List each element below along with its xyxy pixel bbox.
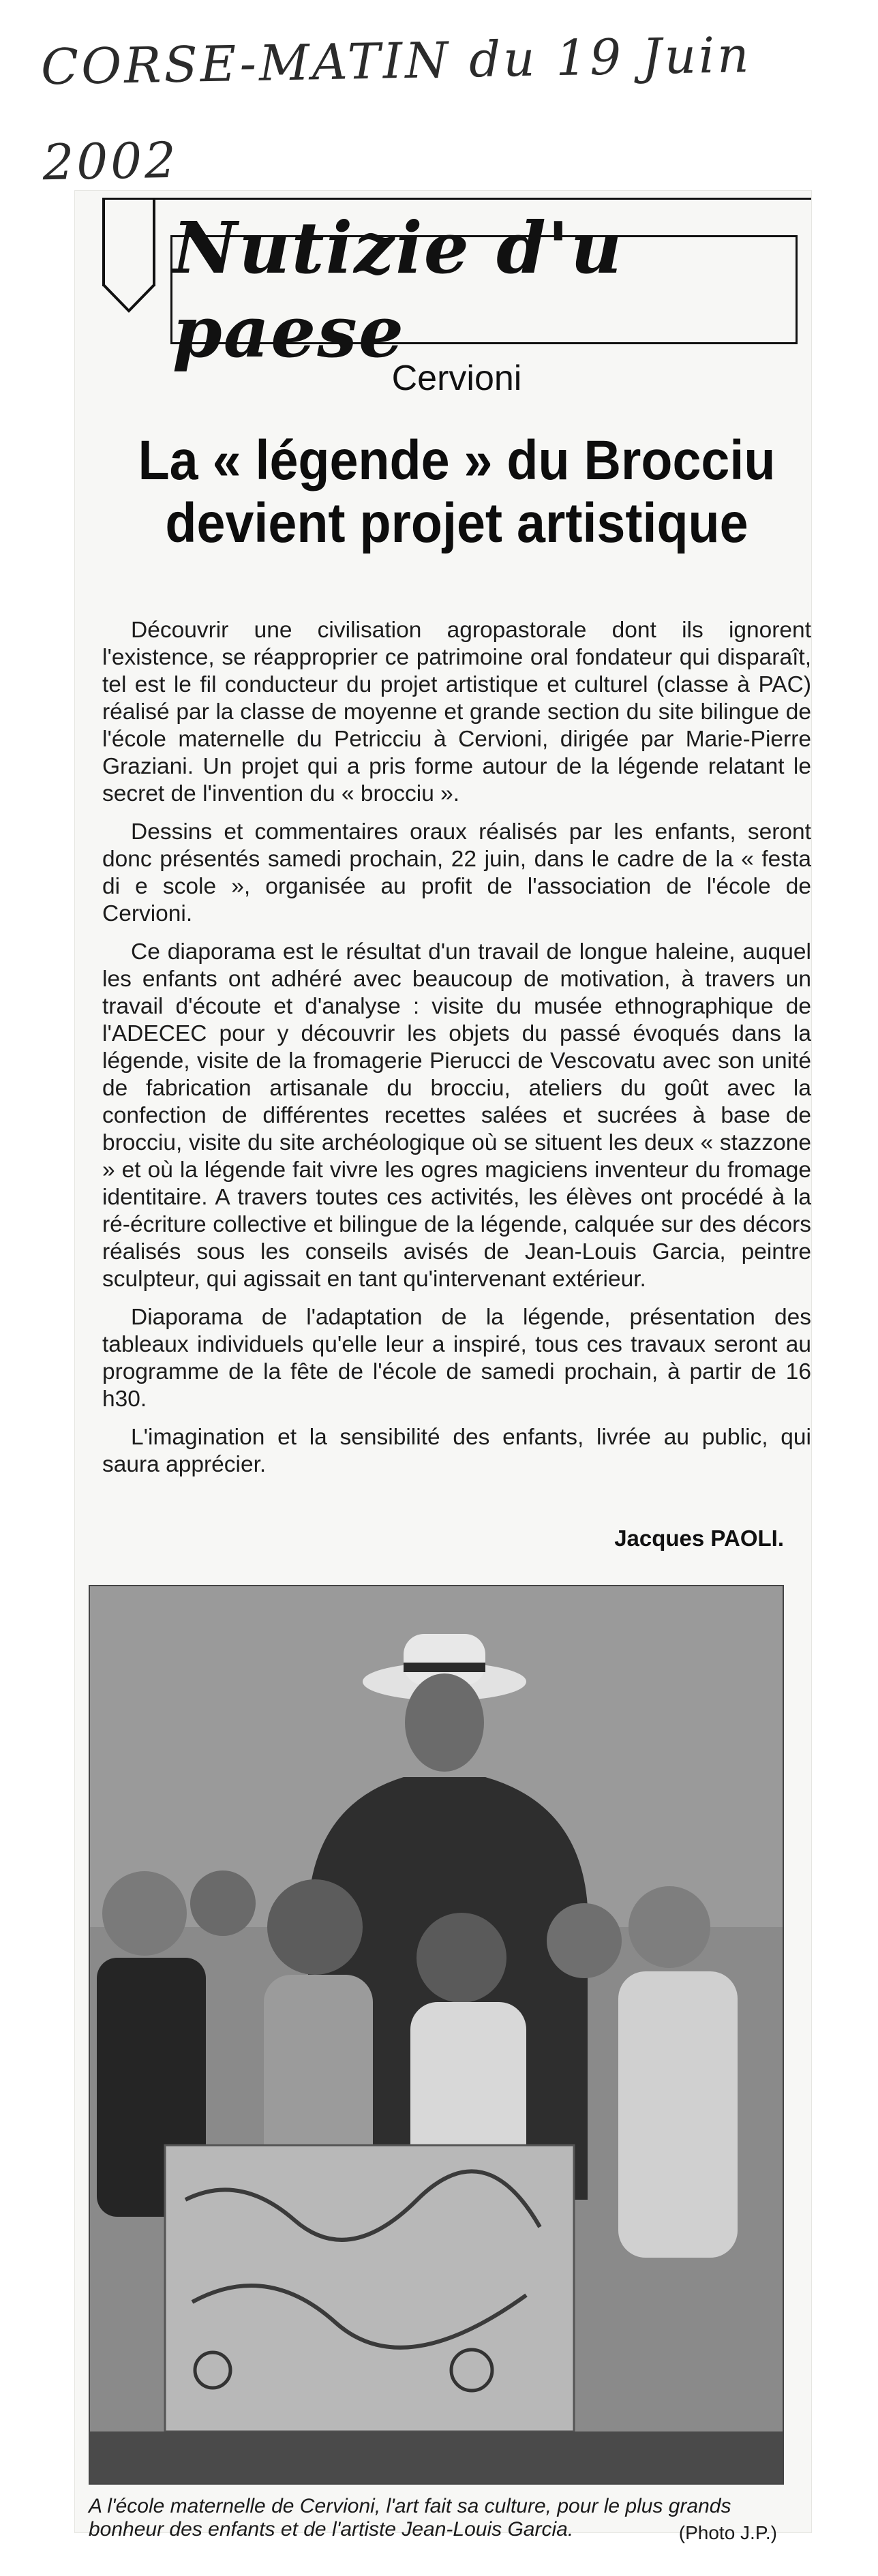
paragraph: Diaporama de l'adaptation de la légende, présentation des tableaux individuels qu'elle leur a inspiré, tous ces travaux seront au programme de la fête de l'école de samedi prochain, à partir de 16 h30. — [102, 1305, 811, 1412]
paragraph: Dessins et commentaires oraux réalisés par les enfants, seront donc présentés samedi prochain, 22 juin, dans le cadre de la « festa di e scole », organisée au profit de l'association de l'école de Cervioni. — [102, 819, 811, 926]
headline-line-1: La « légende » du Brocciu — [138, 429, 776, 491]
paragraph: Découvrir une civilisation agropastorale dont ils ignorent l'existence, se réapproprier ce patrimoine oral fondateur qui disparaît, tel est le fil conducteur du projet artistique et culturel (classe à PAC) réalisé par la classe de moyenne et grande section du site bilingue de l'école maternelle du Petricciu à Cervioni, dirigée par Marie-Pierre Graziani. Un projet qui a pris forme autour de la légende relatant le secret de l'invention du « brocciu ». — [102, 618, 811, 806]
paragraph: L'imagination et la sensibilité des enfants, livrée au public, qui saura apprécier. — [102, 1425, 811, 1477]
tab-point-icon — [102, 284, 155, 314]
paragraph: Ce diaporama est le résultat d'un travail de longue haleine, auquel les enfants ont adhéré avec beaucoup de motivation, à travers un travail d'écoute et d'analyse : visite du musée ethnographique de l'ADECEC pour y découvrir les objets du passé évoqués dans la légende, visite de la fromagerie Pierucci de Vescovatu avec son unité de fabrication artisanale du brocciu, ateliers du goût avec la confection de différentes recettes salées et sucrées à base de brocciu, visite du site archéologique où se situent les deux « stazzone » et où la légende fait vivre les ogres magiciens inventeur du fromage identitaire. A travers toutes ces activités, les élèves ont procédé à la ré-écriture collective et bilingue de la légende, calquée sur des décors réalisés sous les conseils avisés de Jean-Louis Garcia, peintre sculpteur, qui agissait en tant qu'intervenant extérieur. — [102, 939, 811, 1292]
headline-line-2: devient projet artistique — [165, 492, 748, 554]
article-body — [102, 617, 811, 1489]
photo-credit: (Photo J.P.) — [678, 2522, 777, 2543]
article-photo — [89, 1585, 784, 2485]
rubric-box — [170, 206, 798, 374]
handwritten-date-note: CORSE-MATIN du 19 Juin 2002 — [40, 26, 753, 192]
headline — [131, 429, 783, 555]
location-kicker: Cervioni — [391, 359, 522, 398]
photo-caption: A l'école maternelle de Cervioni, l'art fait sa culture, pour le plus grands bonheur des enfants et de l'artiste Jean-Louis Garcia. — [89, 2495, 731, 2541]
byline: Jacques PAOLI. — [614, 1526, 784, 1551]
top-rule — [102, 198, 811, 200]
corner-tab-ornament — [102, 198, 155, 286]
photo-illustration — [90, 1586, 784, 2485]
rubric-title: Nutizie d'u paese — [172, 206, 624, 374]
